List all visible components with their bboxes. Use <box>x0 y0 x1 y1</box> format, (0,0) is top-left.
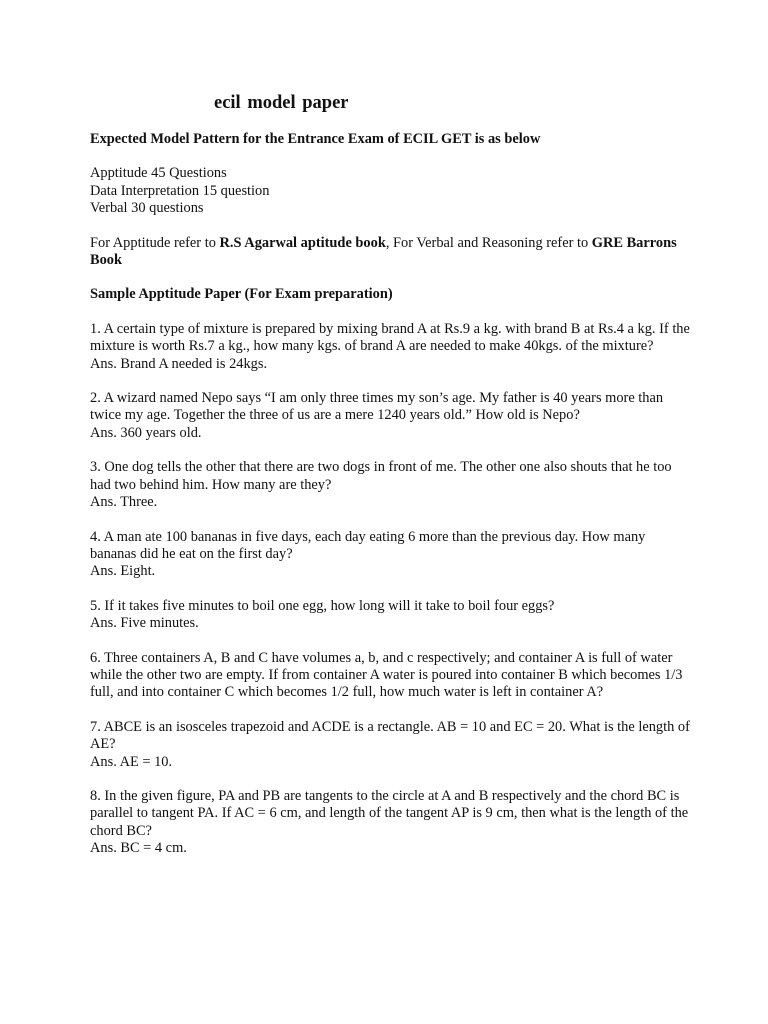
reference-text: For Apptitude refer to <box>90 234 220 251</box>
answer-text: Ans. Three. <box>90 494 158 511</box>
question-8 <box>90 788 690 858</box>
question-7 <box>90 719 690 771</box>
question-text: 8. In the given figure, PA and PB are tangents to the circle at A and B respectively and the chord BC is parallel to tangent PA. If AC = 6 cm, and length of the tangent AP is 9 cm, then what is the length of the chord BC? <box>90 787 689 839</box>
answer-text: Ans. BC = 4 cm. <box>90 840 187 857</box>
verbal-book: GRE Barrons Book <box>90 234 677 269</box>
exam-pattern-heading: Expected Model Pattern for the Entrance Exam of ECIL GET is as below <box>90 131 541 147</box>
pattern-item: Verbal 30 questions <box>90 200 204 217</box>
question-6 <box>90 650 690 702</box>
question-3 <box>90 459 690 511</box>
question-4 <box>90 529 690 581</box>
reference-text: , For Verbal and Reasoning refer to <box>385 234 592 251</box>
answer-text: Ans. AE = 10. <box>90 753 173 770</box>
answer-text: Ans. Brand A needed is 24kgs. <box>90 355 268 372</box>
document-page <box>90 92 690 875</box>
question-text: 2. A wizard named Nepo says “I am only three times my son’s age. My father is 40 years more than twice my age. Together the three of us are a mere 1240 years old.” How old is Nepo? <box>90 390 664 424</box>
question-1 <box>90 321 690 373</box>
question-text: 5. If it takes five minutes to boil one egg, how long will it take to boil four eggs? <box>90 597 555 614</box>
document-title: ecil model paper <box>214 93 349 113</box>
pattern-item: Data Interpretation 15 question <box>90 182 270 199</box>
answer-text: Ans. Five minutes. <box>90 615 199 632</box>
aptitude-book: R.S Agarwal aptitude book <box>219 234 386 251</box>
question-5 <box>90 598 690 633</box>
answer-text: Ans. 360 years old. <box>90 424 202 441</box>
question-text: 3. One dog tells the other that there are two dogs in front of me. The other one also shouts that he too had two behind him. How many are they? <box>90 459 672 493</box>
question-2 <box>90 390 690 442</box>
answer-text: Ans. Eight. <box>90 563 156 580</box>
pattern-item: Apptitude 45 Questions <box>90 165 227 182</box>
sample-paper-heading: Sample Apptitude Paper (For Exam preparation) <box>90 286 393 303</box>
exam-pattern-list <box>90 165 690 217</box>
question-text: 7. ABCE is an isosceles trapezoid and ACDE is a rectangle. AB = 10 and EC = 20. What is the length of AE? <box>90 718 690 753</box>
question-text: 1. A certain type of mixture is prepared by mixing brand A at Rs.9 a kg. with brand B at Rs.4 a kg. If the mixture is worth Rs.7 a kg., how many kgs. of brand A are needed to make 40kgs. of the mixture? <box>90 320 690 355</box>
question-text: 4. A man ate 100 bananas in five days, each day eating 6 more than the previous day. How many bananas did he eat on the first day? <box>90 528 646 562</box>
question-text: 6. Three containers A, B and C have volumes a, b, and c respectively; and container A is full of water while the other two are empty. If from container A water is poured into container B which becomes 1/3 full, and into container C which becomes 1/2 full, how much water is left in container A? <box>90 649 683 701</box>
reference-books <box>90 235 690 270</box>
